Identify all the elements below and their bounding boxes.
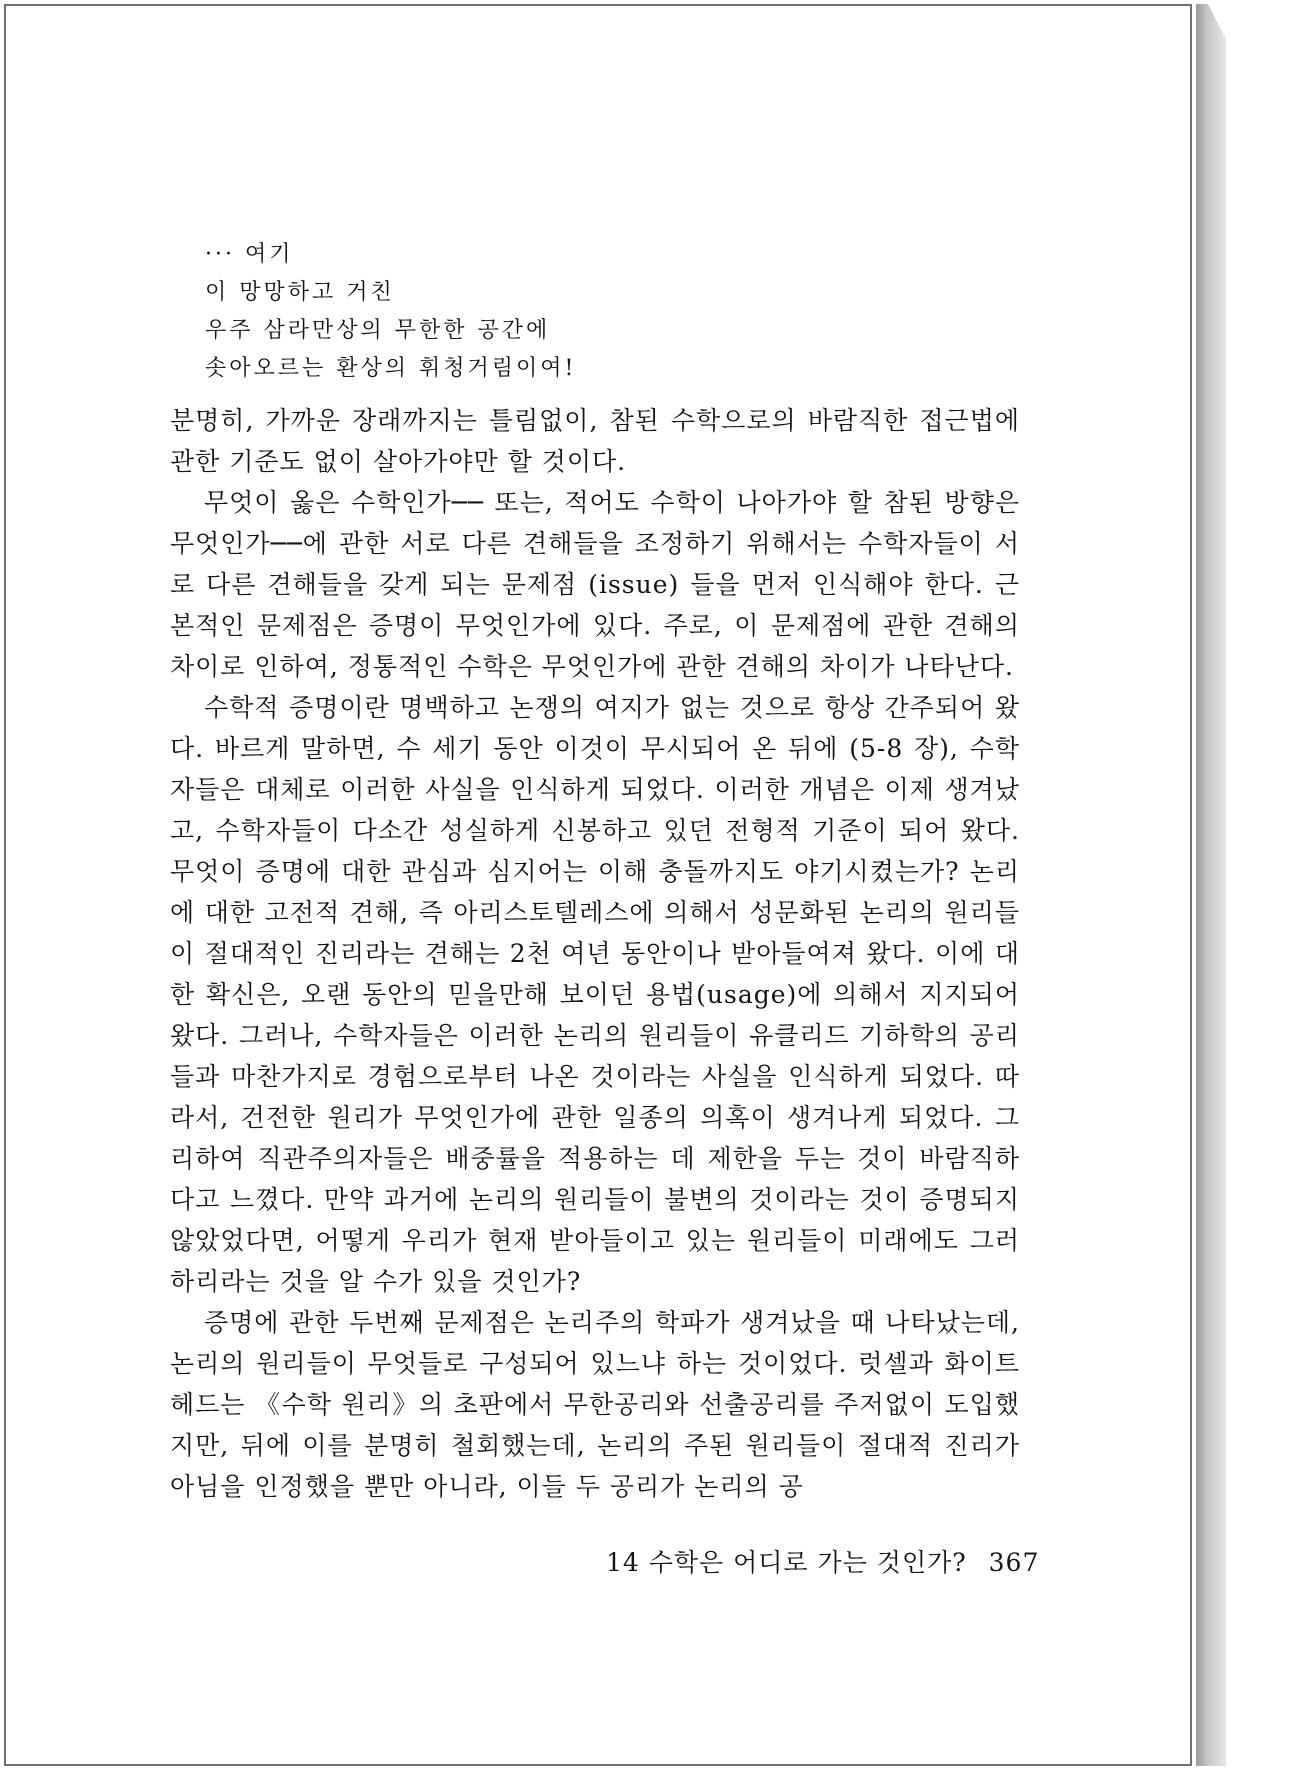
page-number: 367 xyxy=(988,1548,1040,1577)
poem-line: 우주 삼라만상의 무한한 공간에 xyxy=(205,318,551,343)
poem-line: ··· 여기 xyxy=(205,242,294,267)
paragraph: 무엇이 옳은 수학인가── 또는, 적어도 수학이 나아가야 할 참된 방향은 무엇인가──에 관한 서로 다른 견해들을 조정하기 위해서는 수학자들이 서로 다른 견해들을 갖게 되는 문제점 (issue) 들을 먼저 인식해야 한다. 근본적인 문제점은 증명이 무엇인가에 있다. 주로, 이 문제점에 관한 견해의 차이로 인하여, 정통적인 수학은 무엇인가에 관한 견해의 차이가 나타난다. xyxy=(170,488,1020,681)
page-body xyxy=(170,236,1020,1507)
chapter-title: 14 수학은 어디로 가는 것인가? xyxy=(606,1548,967,1577)
book-page xyxy=(4,4,1192,1766)
page-edge-shadow xyxy=(1196,4,1226,1766)
prose-text xyxy=(170,400,1020,1507)
paragraph: 증명에 관한 두번째 문제점은 논리주의 학파가 생겨났을 때 나타났는데, 논리의 원리들이 무엇들로 구성되어 있느냐 하는 것이었다. 럿셀과 화이트헤드는 《수학 원리》의 초판에서 무한공리와 선출공리를 주저없이 도입했지만, 뒤에 이를 분명히 철회했는데, 논리의 주된 원리들이 절대적 진리가 아님을 인정했을 뿐만 아니라, 이들 두 공리가 논리의 공 xyxy=(170,1308,1020,1501)
page-footer xyxy=(606,1543,1039,1579)
poem-line: 이 망망하고 거친 xyxy=(205,280,395,305)
paragraph: 수학적 증명이란 명백하고 논쟁의 여지가 없는 것으로 항상 간주되어 왔다. 바르게 말하면, 수 세기 동안 이것이 무시되어 온 뒤에 (5-8 장), 수학자들은 대체로 이러한 사실을 인식하게 되었다. 이러한 개념은 이제 생겨났고, 수학자들이 다소간 성실하게 신봉하고 있던 전형적 기준이 되어 왔다. 무엇이 증명에 대한 관심과 심지어는 이해 충돌까지도 야기시켰는가? 논리에 대한 고전적 견해, 즉 아리스토텔레스에 의해서 성문화된 논리의 원리들이 절대적인 진리라는 견해는 2천 여년 동안이나 받아들여져 왔다. 이에 대한 확신은, 오랜 동안의 믿을만해 보이던 용법(usage)에 의해서 지지되어 왔다. 그러나, 수학자들은 이러한 논리의 원리들이 유클리드 기하학의 공리들과 마찬가지로 경험으로부터 나온 것이라는 사실을 인식하게 되었다. 따라서, 건전한 원리가 무엇인가에 관한 일종의 의혹이 생겨나게 되었다. 그리하여 직관주의자들은 배중률을 적용하는 데 제한을 두는 것이 바람직하다고 느꼈다. 만약 과거에 논리의 원리들이 불변의 것이라는 것이 증명되지 않았었다면, 어떻게 우리가 현재 받아들이고 있는 원리들이 미래에도 그러하리라는 것을 알 수가 있을 것인가? xyxy=(170,693,1020,1296)
paragraph: 분명히, 가까운 장래까지는 틀림없이, 참된 수학으로의 바람직한 접근법에 관한 기준도 없이 살아가야만 할 것이다. xyxy=(170,406,1020,476)
poem-line: 솟아오르는 환상의 휘청거림이여! xyxy=(205,356,577,381)
poem-epigraph xyxy=(205,236,1020,388)
